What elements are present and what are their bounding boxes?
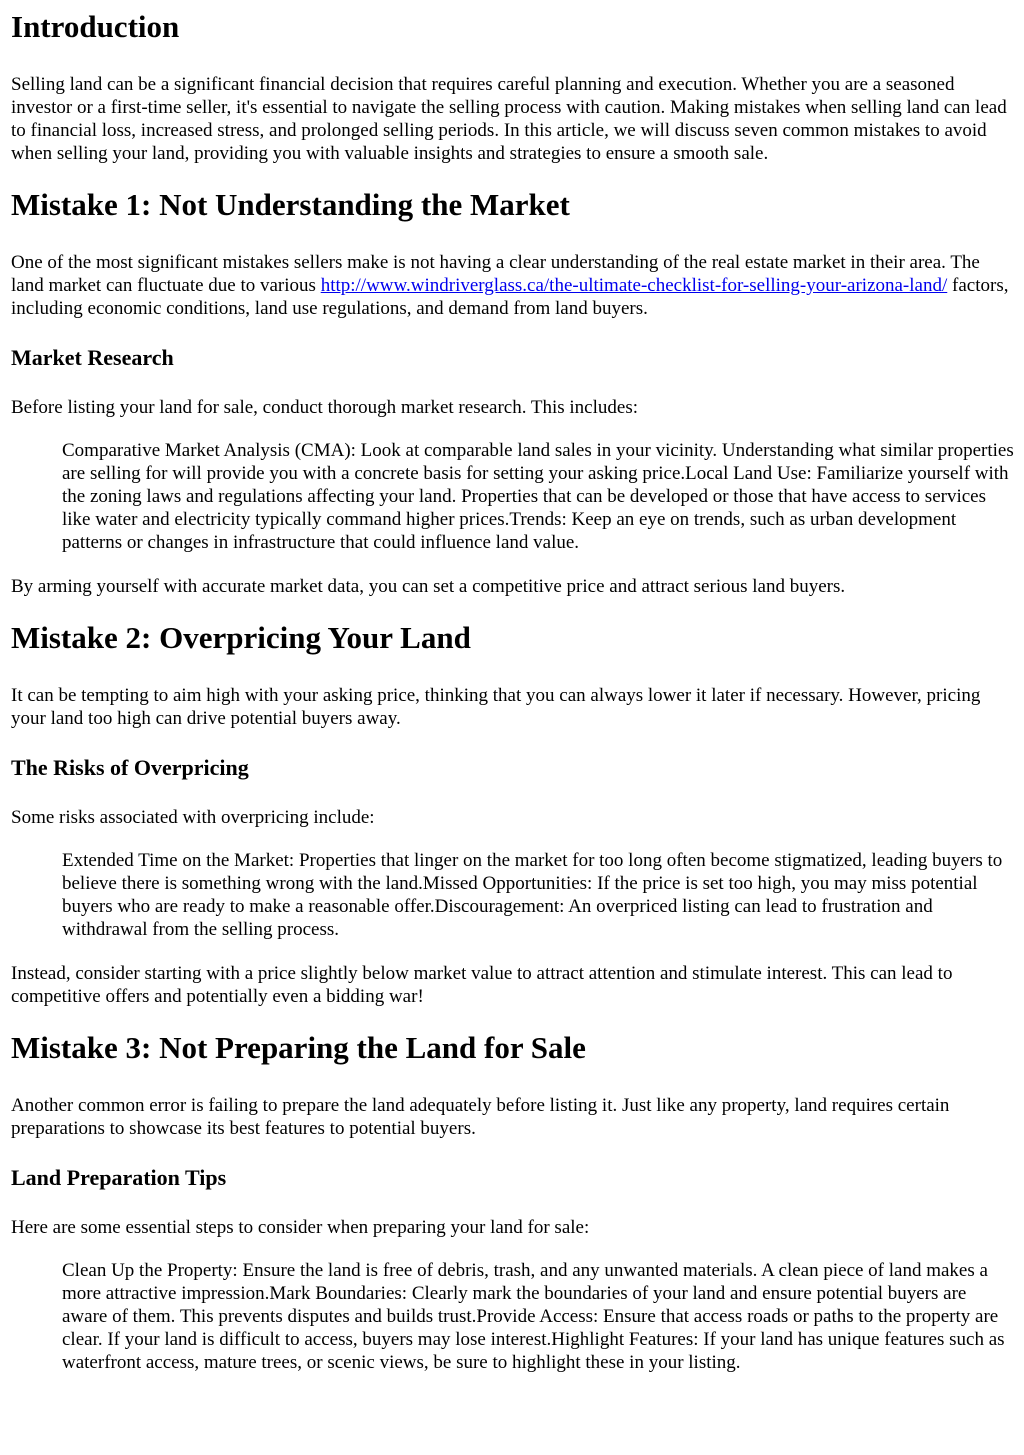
market-research-quote: Comparative Market Analysis (CMA): Look at comparable land sales in your vicinity. Understanding what similar properties are selling for will provide you with a concrete basis for setting your asking price.Local Land Use: Familiarize yourself with the zoning laws and regulations affecting your land. Properties that can be developed or those that have access to services like water and electricity typically command higher prices.Trends: Keep an eye on trends, such as urban development patterns or changes in infrastructure that could influence land value. <box>62 440 1014 553</box>
intro-heading: Introduction <box>11 9 180 44</box>
land-preparation-heading: Land Preparation Tips <box>11 1165 227 1190</box>
risks-overpricing-lead: Some risks associated with overpricing include: <box>11 807 375 828</box>
market-research-lead: Before listing your land for sale, conduct thorough market research. This includes: <box>11 397 638 418</box>
market-research-conclusion: By arming yourself with accurate market data, you can set a competitive price and attract serious land buyers. <box>11 576 846 597</box>
intro-paragraph: Selling land can be a significant financial decision that requires careful planning and execution. Whether you are a seasoned investor or a first-time seller, it's essential to navigate the selling process with caution. Making mistakes when selling land can lead to financial loss, increased stress, and prolonged selling periods. In this article, we will discuss seven common mistakes to avoid when selling your land, providing you with valuable insights and strategies to ensure a smooth sale. <box>11 74 1007 164</box>
mistake1-paragraph <box>11 251 1015 320</box>
article <box>0 9 1024 1374</box>
market-research-heading: Market Research <box>11 345 174 370</box>
mistake1-text-after-link: factors, including economic conditions, land use regulations, and demand from land buyers. <box>11 275 1009 319</box>
risks-overpricing-conclusion: Instead, consider starting with a price slightly below market value to attract attention and stimulate interest. This can lead to competitive offers and potentially even a bidding war! <box>11 963 953 1007</box>
mistake3-paragraph: Another common error is failing to prepare the land adequately before listing it. Just like any property, land requires certain preparations to showcase its best features to potential buyers. <box>11 1095 950 1139</box>
mistake1-heading: Mistake 1: Not Understanding the Market <box>11 187 570 222</box>
mistake1-text-before-link: One of the most significant mistakes sellers make is not having a clear understanding of the real estate market in their area. The land market can fluctuate due to various <box>11 252 980 296</box>
risks-overpricing-quote: Extended Time on the Market: Properties that linger on the market for too long often become stigmatized, leading buyers to believe there is something wrong with the land.Missed Opportunities: If the price is set too high, you may miss potential buyers who are ready to make a reasonable offer.Discouragement: An overpriced listing can lead to frustration and withdrawal from the selling process. <box>62 850 1003 940</box>
land-preparation-lead: Here are some essential steps to consider when preparing your land for sale: <box>11 1217 590 1238</box>
checklist-link[interactable]: http://www.windriverglass.ca/the-ultimate-checklist-for-selling-your-arizona-land/ <box>320 275 948 296</box>
risks-overpricing-heading: The Risks of Overpricing <box>11 755 249 780</box>
land-preparation-quote: Clean Up the Property: Ensure the land is free of debris, trash, and any unwanted materials. A clean piece of land makes a more attractive impression.Mark Boundaries: Clearly mark the boundaries of your land and ensure potential buyers are aware of them. This prevents disputes and builds trust.Provide Access: Ensure that access roads or paths to the property are clear. If your land is difficult to access, buyers may lose interest.Highlight Features: If your land has unique features such as waterfront access, mature trees, or scenic views, be sure to highlight these in your listing. <box>62 1260 1005 1373</box>
mistake2-paragraph: It can be tempting to aim high with your asking price, thinking that you can always lower it later if necessary. However, pricing your land too high can drive potential buyers away. <box>11 685 981 729</box>
mistake3-heading: Mistake 3: Not Preparing the Land for Sale <box>11 1030 586 1065</box>
mistake2-heading: Mistake 2: Overpricing Your Land <box>11 620 471 655</box>
